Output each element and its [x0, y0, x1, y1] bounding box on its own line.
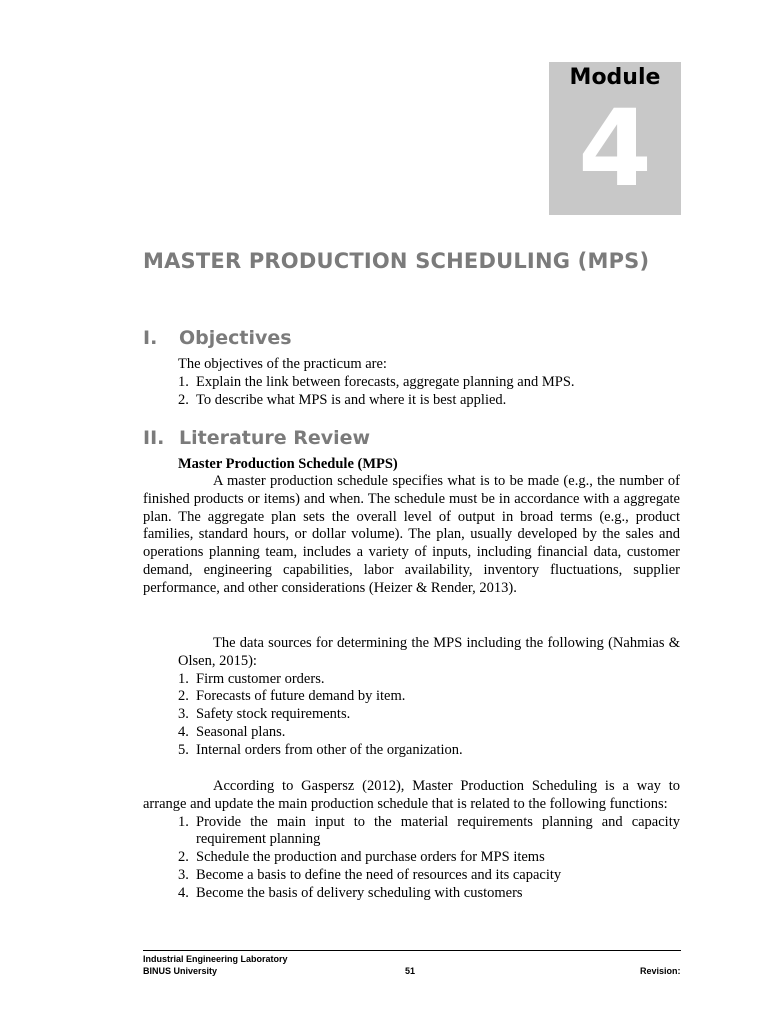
footer-revision: Revision: [640, 966, 681, 976]
page-title: MASTER PRODUCTION SCHEDULING (MPS) [143, 249, 650, 273]
footer-lab: Industrial Engineering Laboratory [143, 954, 288, 964]
section-numeral: I. [143, 327, 158, 349]
section-numeral: II. [143, 427, 165, 449]
subheading: Master Production Schedule (MPS) [178, 456, 398, 472]
section-heading-objectives [143, 327, 292, 349]
section-title: Objectives [179, 327, 292, 349]
objectives-body [178, 356, 680, 409]
list-item: 3. Safety stock requirements. [178, 706, 351, 723]
list-item: 5. Internal orders from other of the organization. [178, 741, 463, 758]
section-heading-literature-review [143, 427, 370, 449]
list-item: 2. Forecasts of future demand by item. [178, 688, 406, 705]
list-item: 4. Become the basis of delivery scheduling with customers [178, 884, 523, 901]
mps-paragraph-1: A master production schedule specifies what is to be made (e.g., the number of finished products or items) and when. The schedule must be in accordance with a aggregate plan. The aggregate plan sets the overall level of output in broad terms (e.g., product families, standard hours, or dollar volume). The plan, usually developed by the sales and operations planning team, includes a variety of inputs, including financial data, customer demand, engineering capabilities, labor availability, inventory fluctuations, supplier performance, and other considerations (Heizer & Render, 2013). [143, 473, 680, 596]
footer-divider [143, 950, 681, 951]
list-item: 3. Become a basis to define the need of resources and its capacity [178, 866, 562, 883]
mps-paragraph-2: The data sources for determining the MPS including the following (Nahmias & Olsen, 2015): [178, 635, 680, 669]
footer-page-number: 51 [405, 966, 416, 976]
literature-body [178, 456, 680, 474]
list-item: 2. To describe what MPS is and where it is best applied. [178, 391, 507, 408]
list-item: 1. Provide the main input to the material requirements planning and capacity requirement planning [178, 813, 680, 848]
objectives-intro: The objectives of the practicum are: [178, 356, 387, 372]
mps-paragraph-3: According to Gaspersz (2012), Master Production Scheduling is a way to arrange and update the main production schedule that is related to the following functions: [143, 778, 680, 812]
list-item: 1. Explain the link between forecasts, aggregate planning and MPS. [178, 373, 575, 390]
module-number: 4 [578, 87, 652, 210]
mps-paragraph-3-wrap [143, 778, 680, 903]
mps-paragraph-2-wrap [178, 635, 680, 760]
list-item: 1. Firm customer orders. [178, 670, 325, 687]
footer-university: BINUS University [143, 966, 218, 976]
list-item: 2. Schedule the production and purchase orders for MPS items [178, 849, 545, 866]
module-badge [549, 62, 681, 215]
mps-paragraph-1-wrap [143, 473, 680, 598]
module-label: Module [569, 65, 661, 90]
list-item: 4. Seasonal plans. [178, 723, 286, 740]
section-title: Literature Review [179, 427, 371, 449]
